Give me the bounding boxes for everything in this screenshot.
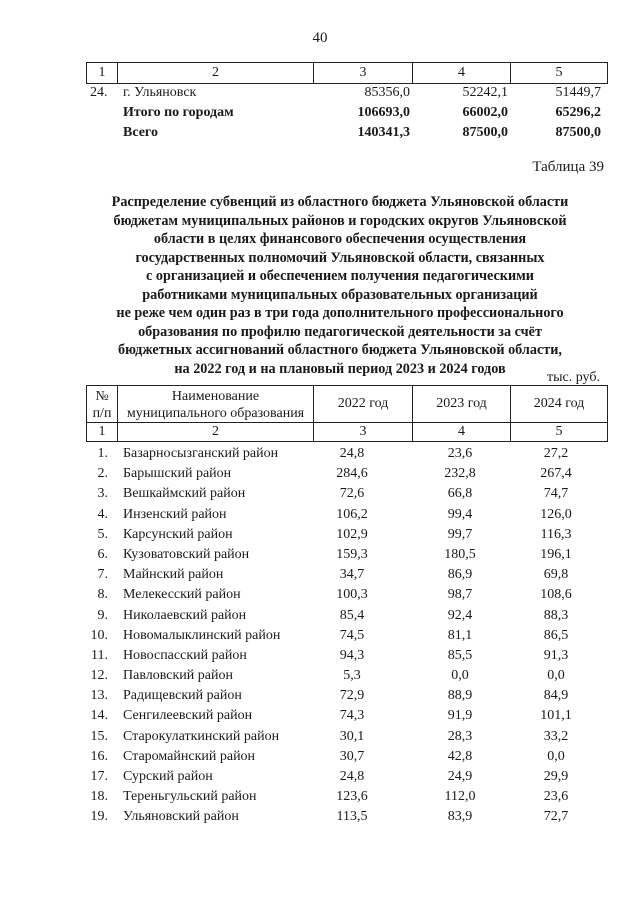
value-2023: 180,5 (444, 546, 476, 562)
value-2022: 34,7 (339, 567, 365, 583)
row-name: Вешкаймский район (123, 486, 246, 502)
title-line: бюджетных ассигнований областного бюджета Ульяновской области, (118, 342, 562, 358)
value-2023: 23,6 (447, 446, 473, 461)
value-2022: 24,8 (339, 769, 365, 784)
value-2024: 87500,0 (555, 125, 601, 140)
row-name: Карсунский район (123, 526, 233, 542)
row-number: 3. (97, 486, 108, 502)
col-number-1: 1 (98, 65, 106, 80)
table-row (0, 606, 640, 626)
row-number: 13. (90, 688, 108, 704)
col-number-4: 4 (458, 424, 465, 439)
col-number-4: 4 (458, 65, 465, 80)
row-number: 19. (90, 809, 108, 825)
table-row (0, 807, 640, 827)
row-number: 12. (90, 668, 108, 684)
header-name-line1: Наименование (171, 389, 260, 404)
value-2022: 72,6 (339, 486, 365, 502)
row-name: Всего (123, 125, 158, 140)
table-row (0, 525, 640, 545)
value-2024: 0,0 (547, 748, 565, 764)
table-row-total (0, 125, 640, 145)
value-2023: 42,8 (447, 748, 473, 764)
table-row (0, 747, 640, 767)
value-2024: 65296,2 (555, 105, 601, 120)
value-2023: 88,9 (447, 688, 473, 704)
row-name: Новомалыклинский район (123, 627, 281, 643)
value-2024: 196,1 (540, 546, 572, 562)
value-2024: 51449,7 (555, 85, 601, 100)
value-2024: 101,1 (540, 708, 572, 724)
row-number: 2. (97, 466, 108, 482)
title-line: работниками муниципальных образовательных организаций (142, 286, 538, 303)
header-name (118, 388, 313, 422)
value-2023: 28,3 (447, 728, 473, 744)
value-2022: 30,1 (339, 728, 365, 744)
col-number-5: 5 (555, 65, 563, 80)
header-num (87, 388, 117, 422)
row-number: 7. (97, 567, 108, 583)
row-name: Базарносызганский район (123, 446, 279, 461)
title-line: с организацией и обеспечением получения педагогическими (146, 268, 534, 284)
value-2022: 74,5 (339, 627, 365, 643)
value-2023: 232,8 (444, 466, 476, 482)
row-number: 24. (90, 85, 108, 100)
row-number: 14. (90, 708, 108, 724)
value-2022: 140341,3 (357, 125, 410, 140)
row-name: Тереньгульский район (123, 789, 257, 805)
row-number: 6. (97, 546, 108, 562)
row-name: Сенгилеевский район (123, 708, 253, 724)
row-name: Ульяновский район (123, 809, 239, 825)
title-line: на 2022 год и на плановый период 2023 и 2024 годов (174, 360, 506, 377)
value-2023: 24,9 (447, 769, 473, 784)
value-2022: 159,3 (336, 546, 368, 562)
row-number: 10. (90, 627, 108, 643)
value-2024: 72,7 (543, 809, 569, 825)
row-number: 8. (97, 587, 108, 603)
value-2024: 74,7 (543, 486, 569, 502)
value-2022: 24,8 (339, 446, 365, 461)
value-2022: 100,3 (336, 587, 368, 603)
row-number: 17. (90, 769, 108, 784)
value-2024: 267,4 (540, 466, 572, 482)
value-2022: 94,3 (339, 647, 365, 663)
row-name: Радищевский район (123, 688, 242, 704)
row-name: г. Ульяновск (123, 85, 197, 100)
title-line: образования по профилю педагогической деятельности за счёт (138, 323, 542, 340)
table-row (0, 787, 640, 807)
value-2022: 106,2 (336, 506, 368, 522)
row-name: Кузоватовский район (123, 546, 250, 562)
col-number-5: 5 (555, 424, 563, 439)
value-2024: 88,3 (543, 607, 569, 623)
row-number: 15. (90, 728, 108, 744)
header-num-symbol: № (95, 389, 109, 404)
value-2024: 84,9 (543, 688, 569, 704)
value-2023: 91,9 (447, 708, 473, 724)
table-row (0, 464, 640, 484)
table-row (0, 666, 640, 686)
value-2024: 29,9 (543, 769, 569, 784)
value-2022: 123,6 (336, 789, 368, 805)
value-2024: 91,3 (543, 647, 569, 663)
row-number: 1. (97, 446, 108, 461)
title-line: государственных полномочий Ульяновской области, связанных (135, 249, 545, 266)
table-row (0, 505, 640, 525)
value-2022: 284,6 (336, 466, 368, 482)
col-number-2: 2 (212, 424, 219, 439)
table-row (0, 565, 640, 585)
value-2024: 33,2 (543, 728, 569, 744)
title-line: бюджетам муниципальных районов и городских округов Ульяновской (113, 212, 567, 229)
value-2023: 92,4 (447, 607, 473, 623)
row-name: Новоспасский район (123, 647, 247, 663)
value-2023: 0,0 (451, 668, 469, 684)
value-2022: 5,3 (343, 668, 361, 684)
row-number: 18. (90, 789, 108, 805)
table-row (0, 686, 640, 706)
value-2023: 52242,1 (462, 85, 508, 100)
value-2022: 72,9 (339, 688, 365, 704)
row-number: 11. (91, 647, 108, 663)
value-2022: 113,5 (336, 809, 368, 825)
row-number: 4. (97, 506, 108, 522)
row-name: Павловский район (123, 668, 233, 684)
value-2023: 85,5 (447, 647, 473, 663)
table-row (0, 626, 640, 646)
row-name: Майнский район (123, 567, 224, 583)
col-number-2: 2 (212, 65, 219, 80)
document-title (80, 193, 600, 378)
value-2022: 74,3 (339, 708, 365, 724)
title-line: области в целях финансового обеспечения осуществления (153, 231, 527, 247)
row-number: 9. (97, 607, 108, 623)
table-row (0, 444, 640, 464)
row-name: Старокулаткинский район (123, 728, 280, 744)
value-2023: 98,7 (447, 587, 473, 603)
value-2024: 69,8 (543, 567, 569, 583)
row-name: Барышский район (123, 466, 232, 482)
row-name: Сурский район (123, 769, 213, 784)
table-row (0, 706, 640, 726)
header-2023: 2023 год (436, 396, 487, 411)
header-name-line2: муниципального образования (126, 406, 305, 421)
value-2024: 23,6 (543, 789, 569, 805)
value-2023: 66002,0 (462, 105, 508, 120)
value-2023: 99,4 (447, 506, 473, 522)
value-2024: 126,0 (540, 506, 572, 522)
main-table-body (0, 444, 640, 828)
row-name: Старомайнский район (123, 748, 256, 764)
table-row (0, 85, 640, 105)
value-2024: 108,6 (540, 587, 572, 603)
table-row (0, 484, 640, 504)
value-2023: 83,9 (447, 809, 473, 825)
value-2023: 99,7 (447, 526, 473, 542)
value-2022: 85356,0 (364, 85, 410, 100)
table-row (0, 767, 640, 787)
value-2022: 85,4 (339, 607, 365, 623)
col-number-3: 3 (359, 65, 367, 80)
value-2022: 102,9 (336, 526, 368, 542)
page-number: 40 (312, 30, 328, 46)
value-2023: 112,0 (444, 789, 476, 805)
value-2024: 0,0 (547, 668, 565, 684)
row-name: Николаевский район (123, 607, 247, 623)
header-2022: 2022 год (337, 396, 389, 411)
value-2022: 30,7 (339, 748, 365, 764)
value-2024: 27,2 (543, 446, 569, 461)
value-2023: 87500,0 (462, 125, 508, 140)
row-name: Итого по городам (123, 105, 234, 120)
value-2023: 66,8 (447, 486, 473, 502)
main-table-header (86, 385, 608, 442)
col-number-1: 1 (98, 424, 106, 439)
value-2023: 86,9 (447, 567, 473, 583)
table-row (0, 585, 640, 605)
value-2024: 86,5 (543, 627, 569, 643)
row-name: Мелекесский район (123, 587, 241, 603)
value-2022: 106693,0 (357, 105, 410, 120)
header-2024: 2024 год (533, 396, 585, 411)
title-line: не реже чем один раз в три года дополнительного профессионального (116, 305, 564, 321)
table-row (0, 545, 640, 565)
table-row (0, 646, 640, 666)
table-label: Таблица 39 (532, 159, 604, 175)
value-2024: 116,3 (540, 526, 572, 542)
continuation-table-header (86, 62, 608, 84)
unit-label: тыс. руб. (547, 370, 600, 385)
row-number: 5. (97, 526, 108, 542)
row-number: 16. (90, 748, 108, 764)
header-num-abbrev: п/п (92, 406, 112, 421)
title-line: Распределение субвенций из областного бюджета Ульяновской области (111, 194, 569, 210)
table-row-subtotal (0, 105, 640, 125)
col-number-3: 3 (359, 424, 367, 439)
value-2023: 81,1 (447, 627, 473, 643)
table-row (0, 727, 640, 747)
row-name: Инзенский район (123, 506, 227, 522)
